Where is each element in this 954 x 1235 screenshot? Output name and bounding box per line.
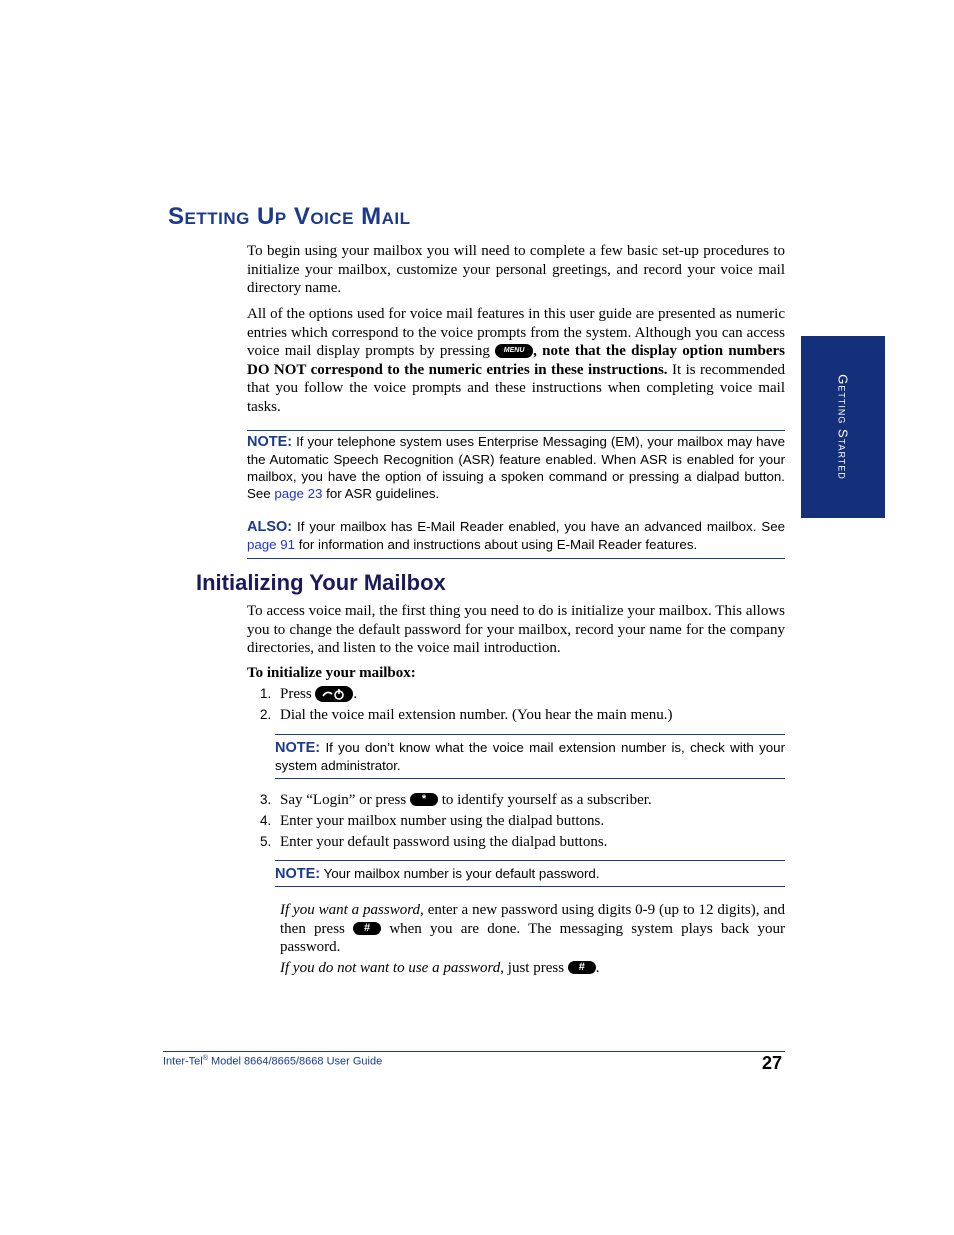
note-bottom-rule <box>247 558 785 559</box>
step-text: Dial the voice mail extension number. (You hear the main menu.) <box>280 707 673 723</box>
hash-button-icon: # <box>568 961 596 974</box>
note-text-end: for ASR guidelines. <box>326 486 440 501</box>
note-text: Your mailbox number is your default password. <box>323 866 600 881</box>
footer-guide-title <box>163 1055 382 1068</box>
initialize-paragraph: To access voice mail, the first thing you need to do is initialize your mailbox. This allows you to change the default password for your mailbox, record your name for the company directories, and listen to the voice mail introduction. <box>247 603 785 657</box>
procedure-title: To initialize your mailbox: <box>247 665 416 681</box>
step-number: 1. <box>260 686 272 701</box>
step-number: 4. <box>260 813 272 828</box>
password-note <box>275 865 785 883</box>
step-text-end: to identify yourself as a subscriber. <box>441 792 652 808</box>
note-text: If you don’t know what the voice mail extension number is, check with your system administrator. <box>275 740 785 773</box>
note-text: If your telephone system uses Enterprise Messaging (EM), your mailbox may have the Automatic Speech Recognition (ASR) feature enabled. When ASR is enabled for your mailbox, you have the option of issuing a spoken command or pressing a dialpad button. See <box>247 434 785 501</box>
footer-rule <box>163 1051 785 1052</box>
note-bottom-rule <box>275 778 785 779</box>
step-text: Say “Login” or press <box>280 792 407 808</box>
password-paragraph <box>280 901 785 957</box>
note-bottom-rule <box>275 886 785 887</box>
also-label: ALSO: <box>247 519 293 535</box>
step-number: 3. <box>260 792 272 807</box>
chapter-side-tab <box>801 336 885 518</box>
note-top-rule <box>275 734 785 735</box>
side-tab-label: Getting Started <box>835 374 851 480</box>
no-password-text: just press <box>507 960 565 976</box>
also-text: If your mailbox has E-Mail Reader enabled, you have an advanced mailbox. See <box>297 519 785 534</box>
speaker-button-icon <box>315 686 353 702</box>
options-bold-text: , note that the display option numbers DO NOT correspond to the numeric entries in these instructions. <box>247 343 786 378</box>
step-2 <box>260 706 785 725</box>
step-text: Press <box>280 686 312 702</box>
step-5 <box>260 833 785 852</box>
no-password-italic: If you do not want to use a password, <box>280 960 505 976</box>
footer-reg: ® <box>202 1055 208 1062</box>
intro-paragraph: To begin using your mailbox you will need to complete a few basic set-up procedures to initialize your mailbox, customize your personal greetings, and record your voice mail directory name. <box>247 243 785 297</box>
note-label: NOTE: <box>275 740 321 756</box>
step-number: 2. <box>260 707 272 722</box>
page-91-link[interactable]: page 91 <box>247 537 296 552</box>
password-text-b: when you are done. The messaging system plays back your password. <box>280 920 785 956</box>
menu-button-icon: MENU <box>495 344 533 358</box>
extension-note <box>275 739 785 774</box>
no-password-end: . <box>595 960 600 976</box>
options-text-a: All of the options used for voice mail features in this user guide are presented as numeric entries which correspond to the voice prompts from the system. Although you can access voice mail display prompts by pressing <box>247 306 785 360</box>
hash-button-icon: # <box>353 922 381 935</box>
note-label: NOTE: <box>247 434 293 450</box>
page-23-link[interactable]: page 23 <box>274 486 323 501</box>
also-text-end: for information and instructions about using E-Mail Reader features. <box>298 537 698 552</box>
note-label: NOTE: <box>275 866 321 882</box>
footer-guide: Model 8664/8665/8668 User Guide <box>207 1055 383 1068</box>
also-note <box>247 518 785 553</box>
star-button-icon: * <box>410 793 438 806</box>
step-text: Enter your default password using the dialpad buttons. <box>280 834 608 850</box>
options-text-b: It is recommended that you follow the voice prompts and these instructions when completing voice mail tasks. <box>247 361 785 415</box>
step-1 <box>260 685 785 704</box>
section-title: Setting Up Voice Mail <box>168 203 411 230</box>
step-3 <box>260 791 785 810</box>
step-4 <box>260 812 785 831</box>
page-number: 27 <box>762 1053 783 1073</box>
note-top-rule <box>247 430 785 431</box>
step-number: 5. <box>260 834 272 849</box>
options-paragraph <box>247 305 785 417</box>
no-password-paragraph <box>280 959 785 978</box>
step-text-end: . <box>353 686 358 702</box>
asr-note <box>247 433 785 502</box>
password-text-a: enter a new password using digits 0-9 (up to 12 digits), and then press <box>280 902 786 937</box>
password-italic: If you want a password, <box>280 902 424 918</box>
subsection-title: Initializing Your Mailbox <box>196 570 446 595</box>
footer-brand: Inter-Tel <box>163 1055 203 1068</box>
step-text: Enter your mailbox number using the dialpad buttons. <box>280 813 605 829</box>
note-top-rule <box>275 860 785 861</box>
